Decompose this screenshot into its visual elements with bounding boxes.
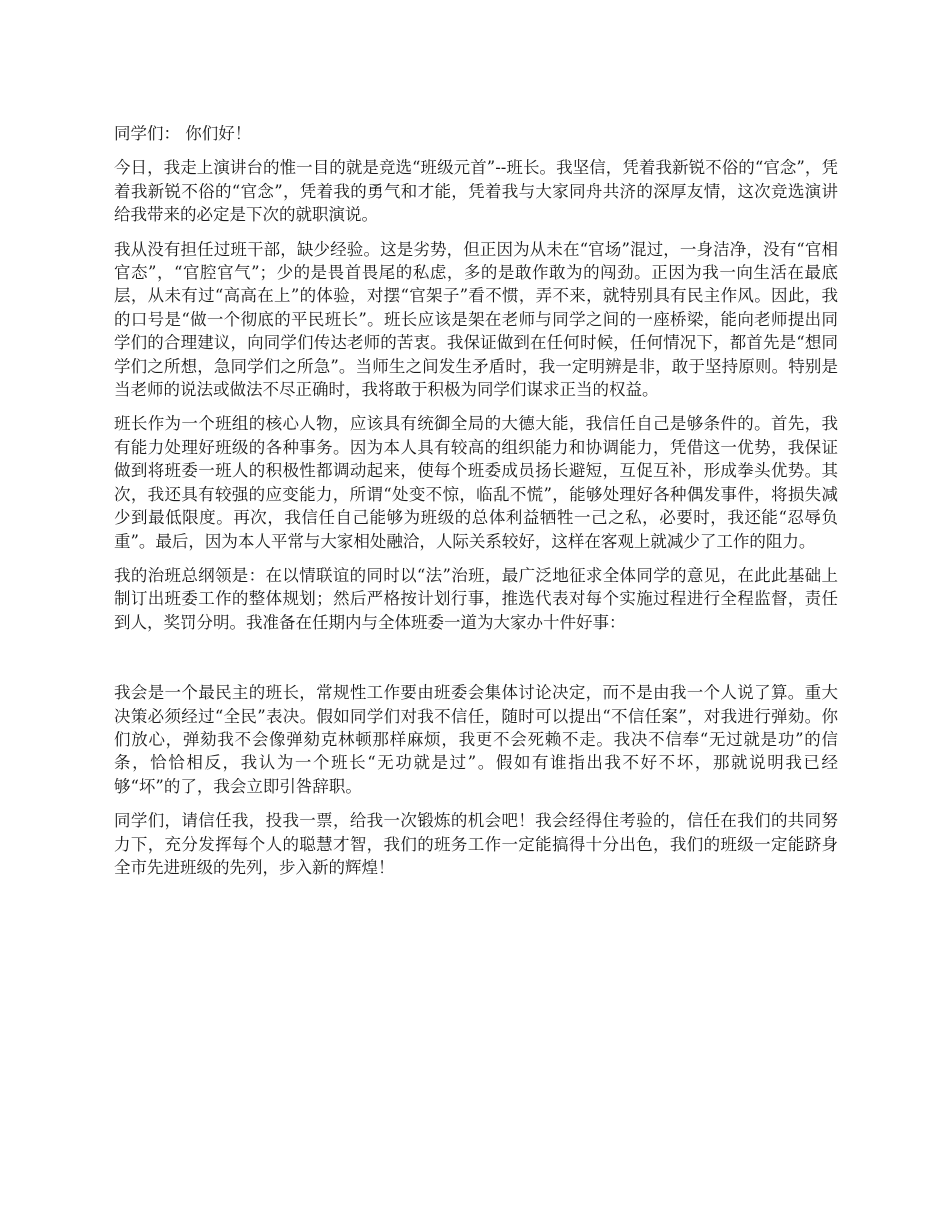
speech-body bbox=[114, 122, 838, 890]
paragraph-program: 我的治班总纲领是：在以情联谊的同时以“法”治班，最广泛地征求全体同学的意见，在此此基础上制订出班委工作的整体规划；然后严格按计划行事，推选代表对每个实施过程进行全程监督，责任到人，奖罚分明。我准备在任期内与全体班委一道为大家办十件好事： bbox=[114, 565, 838, 632]
paragraph-inexperience: 我从没有担任过班干部，缺少经验。这是劣势，但正因为从未在“官场”混过，一身洁净，没有“官相官态”，“官腔官气”；少的是畏首畏尾的私虑，多的是敢作敢为的闯劲。正因为我一向生活在最底层，从未有过“高高在上”的体验，对摆“官架子”看不惯，弄不来，就特别具有民主作风。因此，我的口号是“做一个彻底的平民班长”。班长应该是架在老师与同学之间的一座桥梁，能向老师提出同学们的合理建议，向同学们传达老师的苦衷。我保证做到在任何时候，任何情况下，都首先是“想同学们之所想，急同学们之所急”。当师生之间发生矛盾时，我一定明辨是非，敢于坚持原则。特别是当老师的说法或做法不尽正确时，我将敢于积极为同学们谋求正当的权益。 bbox=[114, 239, 838, 400]
paragraph-democracy: 我会是一个最民主的班长，常规性工作要由班委会集体讨论决定，而不是由我一个人说了算。重大决策必须经过“全民”表决。假如同学们对我不信任，随时可以提出“不信任案”，对我进行弹劾。你们放心，弹劾我不会像弹劾克林顿那样麻烦，我更不会死赖不走。我决不信奉“无过就是功”的信条，恰恰相反，我认为一个班长“无功就是过”。假如有谁指出我不好不坏，那就说明我已经够“坏”的了，我会立即引咎辞职。 bbox=[114, 683, 838, 796]
paragraph-closing: 同学们，请信任我，投我一票，给我一次锻炼的机会吧！我会经得住考验的，信任在我们的共同努力下，充分发挥每个人的聪慧才智，我们的班务工作一定能搞得十分出色，我们的班级一定能跻身全市先进班级的先列，步入新的辉煌！ bbox=[114, 811, 838, 877]
greeting: 同学们： 你们好！ bbox=[114, 124, 252, 143]
paragraph-intro: 今日，我走上演讲台的惟一目的就是竞选“班级元首”--班长。我坚信，凭着我新锐不俗的“官念”，凭着我新锐不俗的“官念”，凭着我的勇气和才能，凭着我与大家同舟共济的深厚友情，这次竞选演讲给我带来的必定是下次的就职演说。 bbox=[114, 158, 838, 225]
paragraph-abilities: 班长作为一个班组的核心人物，应该具有统御全局的大德大能，我信任自己是够条件的。首先，我有能力处理好班级的各种事务。因为本人具有较高的组织能力和协调能力，凭借这一优势，我保证做到将班委一班人的积极性都调动起来，使每个班委成员扬长避短，互促互补，形成拳头优势。其次，我还具有较强的应变能力，所谓“处变不惊，临乱不慌”，能够处理好各种偶发事件，将损失减少到最低限度。再次，我信任自己能够为班级的总体利益牺牲一己之私，必要时，我还能“忍辱负重”。最后，因为本人平常与大家相处融洽，人际关系较好，这样在客观上就减少了工作的阻力。 bbox=[114, 414, 838, 551]
